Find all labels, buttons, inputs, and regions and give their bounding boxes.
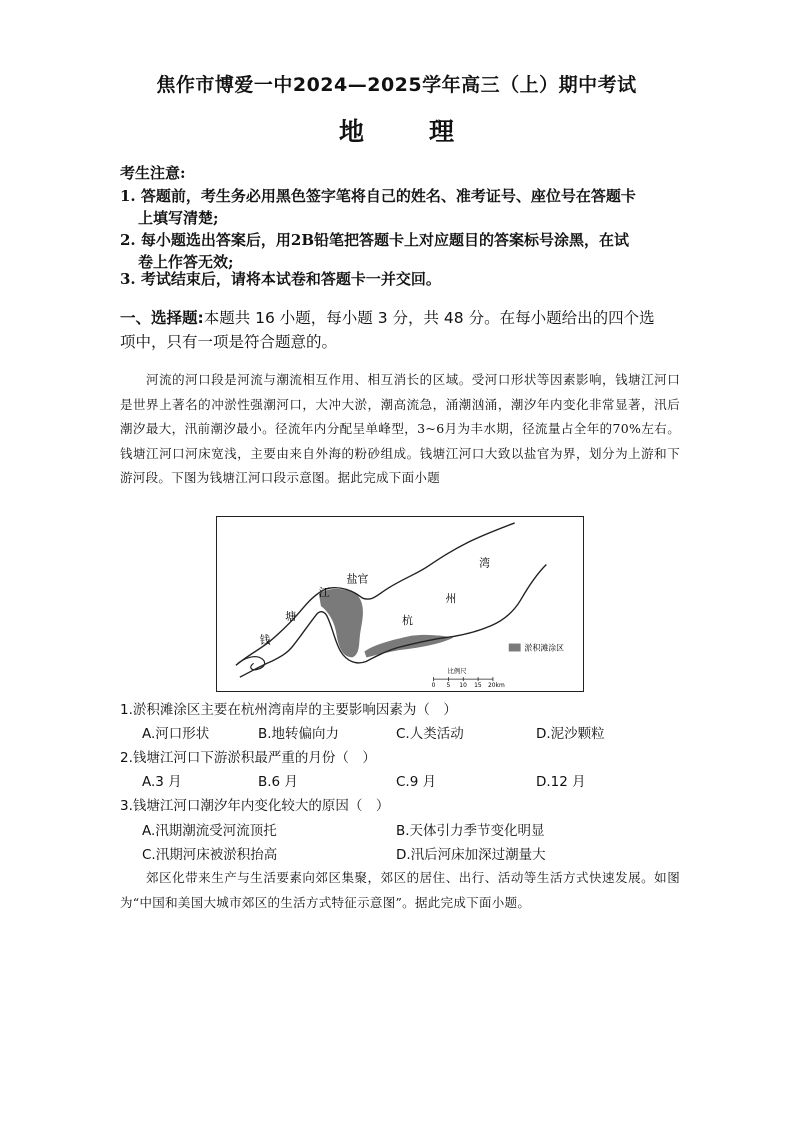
river-meander [238, 657, 265, 670]
passage-suburbanization: 郊区化带来生产与生活要素向郊区集聚，郊区的居住、出行、活动等生活方式快速发展。如图为“中国和美国大城市郊区的生活方式特征示意图”。据此完成下面小题。 [120, 870, 680, 910]
q2-option-a: A.3 月 [142, 774, 182, 790]
scale-title: 比例尺 [447, 667, 467, 676]
q3-option-b: B.天体引力季节变化明显 [396, 823, 545, 839]
scale-tick: 10 [459, 682, 467, 690]
question-2-stem: 2.钱塘江河口下游淤积最严重的月份（ ） [120, 750, 376, 766]
silt-area-north [319, 589, 363, 657]
exam-title: 焦作市博爱一中2024—2025学年高三（上）期中考试 [156, 74, 637, 96]
q1-option-a: A.河口形状 [142, 726, 210, 742]
q3-option-a: A.汛期潮流受河流顶托 [142, 823, 277, 839]
north-shoreline [236, 523, 515, 665]
subject-title: 地 理 [338, 117, 474, 146]
scale-tick: 0 [431, 682, 436, 690]
notice-item-1-cont: 上填写清楚; [138, 209, 219, 227]
section-text-2: 项中，只有一项是符合题意的。 [120, 333, 338, 351]
label-jiang: 江 [318, 586, 330, 600]
scale-tick: 15 [474, 682, 482, 690]
scale-bar [434, 677, 493, 681]
scale-tick: 5 [446, 682, 451, 690]
q2-option-c: C.9 月 [396, 774, 437, 790]
notice-heading: 考生注意: [120, 164, 186, 182]
notice-item-1: 1. 答题前，考生务必用黑色签字笔将自己的姓名、准考证号、座位号在答题卡 [120, 187, 636, 205]
label-tang: 塘 [285, 609, 297, 623]
notice-item-2-cont: 卷上作答无效; [138, 253, 234, 271]
label-zhou: 州 [445, 592, 457, 606]
label-wan: 湾 [479, 556, 490, 570]
qiantang-estuary-map [216, 516, 584, 692]
legend-swatch [509, 644, 521, 652]
q1-option-c: C.人类活动 [396, 726, 464, 742]
q3-option-c: C.汛期河床被淤积抬高 [142, 847, 278, 863]
section-heading [120, 306, 680, 354]
legend-label: 淤积滩涂区 [524, 643, 565, 653]
notice-item-2: 2. 每小题选出答案后，用2B铅笔把答题卡上对应题目的答案标号涂黑，在试 [120, 231, 629, 249]
question-1-stem: 1.淤积滩涂区主要在杭州湾南岸的主要影响因素为（ ） [120, 702, 457, 718]
label-hang: 杭 [401, 613, 413, 627]
q1-option-d: D.泥沙颗粒 [536, 726, 605, 742]
label-yanguan: 盐官 [346, 572, 369, 586]
label-qian: 钱 [259, 633, 271, 647]
notice-item-3: 3. 考试结束后，请将本试卷和答题卡一并交回。 [120, 270, 441, 288]
section-label: 一、选择题: [120, 309, 204, 327]
q2-option-d: D.12 月 [536, 774, 586, 790]
section-text-1: 本题共 16 小题，每小题 3 分，共 48 分。在每小题给出的四个选 [203, 309, 655, 327]
q2-option-b: B.6 月 [258, 774, 298, 790]
q3-option-d: D.汛后河床加深过潮量大 [396, 847, 546, 863]
q1-option-b: B.地转偏向力 [258, 726, 340, 742]
scale-tick: 20km [487, 682, 505, 690]
passage-qiantang: 河流的河口段是河流与潮流相互作用、相互消长的区域。受河口形状等因素影响，钱塘江河口是世界上著名的冲淤性强潮河口，大冲大淤，潮高流急，涌潮汹涌，潮汐年内变化非常显著，汛后潮汐最大，汛前潮汐最小。径流年内分配呈单峰型，3~6月为丰水期，径流量占全年的70%左右。钱塘江河口河床宽浅，主要由来自外海的粉砂组成。钱塘江河口大致以盐官为界，划分为上游和下游河段。下图为钱塘江河口段示意图。据此完成下面小题 [120, 372, 680, 485]
question-3-stem: 3.钱塘江河口潮汐年内变化较大的原因（ ） [120, 798, 390, 814]
